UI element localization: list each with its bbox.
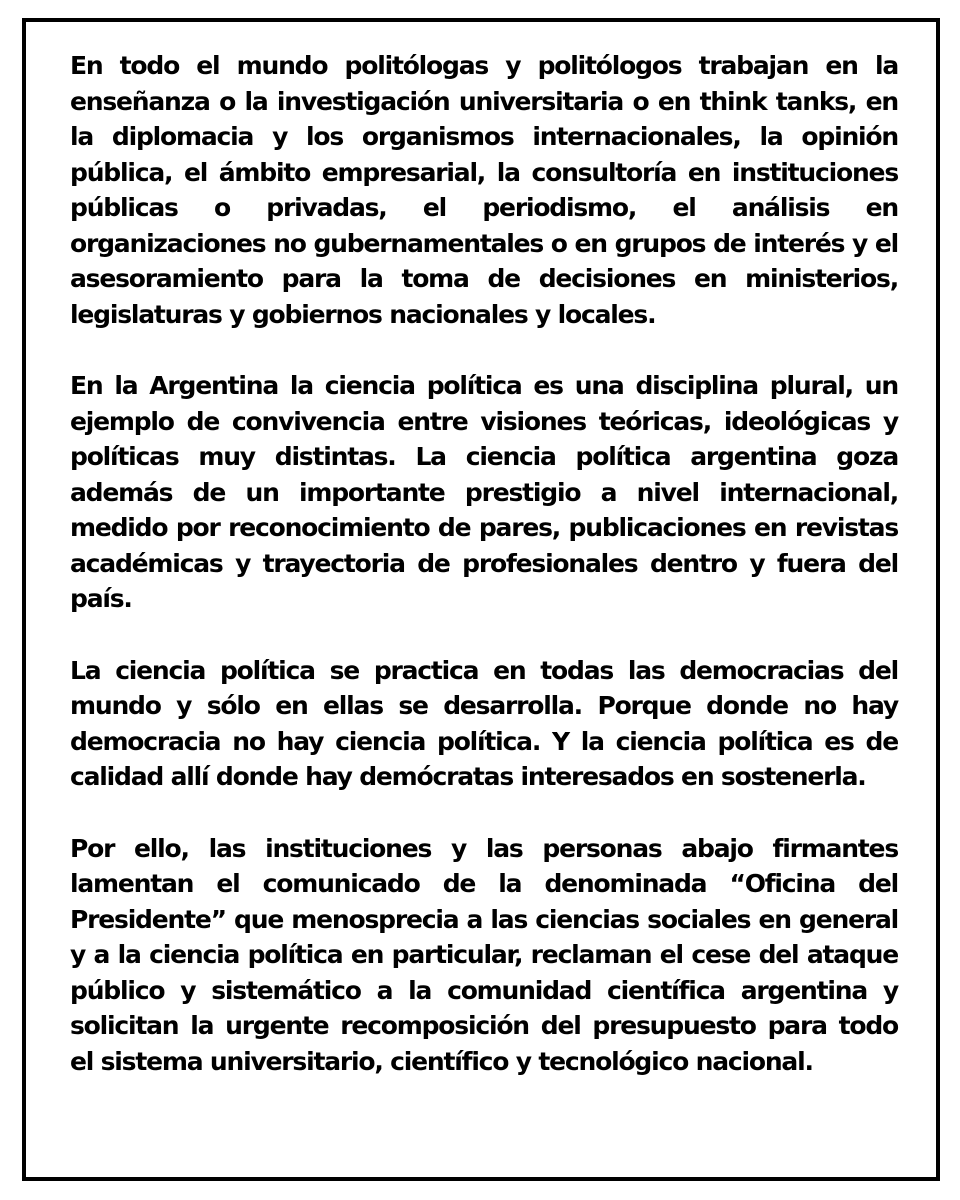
- paragraph-4: Por ello, las instituciones y las personas abajo firmantes lamentan el comunicado de la denominada “Oficina del Presidente” que menosprecia a las ciencias sociales en general y a la ciencia política en particular, reclaman el cese del ataque público y sistemático a la comunidad científica argentina y solicitan la urgente recomposición del presupuesto para todo el sistema universitario, científico y tecnológico nacional.: [70, 833, 898, 1076]
- paragraph-3: La ciencia política se practica en todas las democracias del mundo y sólo en ellas se desarrolla. Porque donde no hay democracia no hay ciencia política. Y la ciencia política es de calidad allí donde hay demócratas interesados en sostenerla.: [70, 655, 898, 791]
- statement-frame: [22, 18, 940, 1181]
- statement-body: [70, 48, 898, 1079]
- paragraph-2: En la Argentina la ciencia política es una disciplina plural, un ejemplo de convivencia entre visiones teóricas, ideológicas y políticas muy distintas. La ciencia política argentina goza además de un importante prestigio a nivel internacional, medido por reconocimiento de pares, publicaciones en revistas académicas y trayectoria de profesionales dentro y fuera del país.: [70, 371, 898, 613]
- paragraph-1: En todo el mundo politólogas y politólogos trabajan en la enseñanza o la investigación universitaria o en think tanks, en la diplomacia y los organismos internacionales, la opinión pública, el ámbito empresarial, la consultoría en instituciones públicas o privadas, el periodismo, el análisis en organizaciones no gubernamentales o en grupos de interés y el asesoramiento para la toma de decisiones en ministerios, legislaturas y gobiernos nacionales y locales.: [70, 51, 898, 329]
